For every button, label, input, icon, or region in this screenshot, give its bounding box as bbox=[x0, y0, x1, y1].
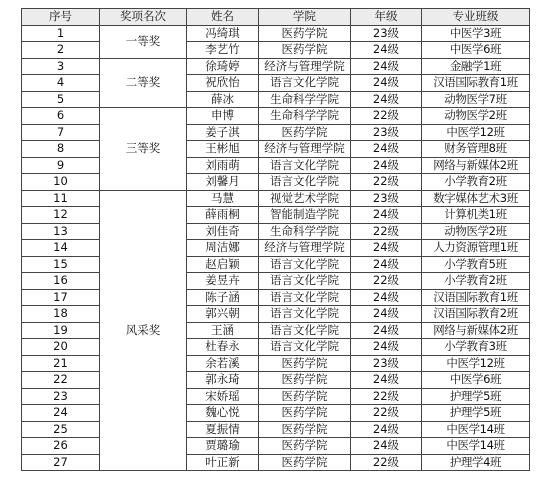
cell-class: 财务管理8班 bbox=[422, 141, 530, 158]
table-row bbox=[22, 174, 530, 191]
cell-college: 智能制造学院 bbox=[259, 207, 351, 224]
cell-index: 18 bbox=[22, 306, 100, 323]
cell-index: 24 bbox=[22, 405, 100, 422]
cell-index: 22 bbox=[22, 372, 100, 389]
table-row bbox=[22, 405, 530, 422]
cell-college: 经济与管理学院 bbox=[259, 141, 351, 158]
cell-index: 10 bbox=[22, 174, 100, 191]
cell-index: 6 bbox=[22, 108, 100, 125]
cell-college: 医药学院 bbox=[259, 388, 351, 405]
cell-grade: 24级 bbox=[351, 421, 422, 438]
cell-college: 生命科学学院 bbox=[259, 108, 351, 125]
cell-college: 语言文化学院 bbox=[259, 273, 351, 290]
cell-grade: 24级 bbox=[351, 322, 422, 339]
cell-college: 医药学院 bbox=[259, 454, 351, 471]
cell-index: 16 bbox=[22, 273, 100, 290]
table-row bbox=[22, 42, 530, 59]
cell-grade: 24级 bbox=[351, 58, 422, 75]
cell-index: 13 bbox=[22, 223, 100, 240]
cell-college: 医药学院 bbox=[259, 421, 351, 438]
cell-name: 周洁娜 bbox=[187, 240, 259, 257]
cell-grade: 23级 bbox=[351, 124, 422, 141]
cell-index: 3 bbox=[22, 58, 100, 75]
cell-class: 护理学5班 bbox=[422, 405, 530, 422]
cell-grade: 24级 bbox=[351, 339, 422, 356]
cell-class: 小学教育2班 bbox=[422, 273, 530, 290]
cell-index: 23 bbox=[22, 388, 100, 405]
cell-grade: 22级 bbox=[351, 223, 422, 240]
cell-grade: 24级 bbox=[351, 240, 422, 257]
cell-index: 4 bbox=[22, 75, 100, 92]
cell-college: 医药学院 bbox=[259, 124, 351, 141]
cell-index: 2 bbox=[22, 42, 100, 59]
cell-class: 汉语国际教育2班 bbox=[422, 306, 530, 323]
cell-name: 祝欣怡 bbox=[187, 75, 259, 92]
table-row bbox=[22, 454, 530, 471]
cell-name: 贾璐瑜 bbox=[187, 438, 259, 455]
cell-index: 17 bbox=[22, 289, 100, 306]
cell-class: 中医学6班 bbox=[422, 372, 530, 389]
cell-grade: 24级 bbox=[351, 256, 422, 273]
header-class: 专业班级 bbox=[422, 9, 530, 26]
cell-class: 中医学12班 bbox=[422, 124, 530, 141]
table-row bbox=[22, 141, 530, 158]
cell-name: 刘佳奇 bbox=[187, 223, 259, 240]
cell-class: 网络与新媒体2班 bbox=[422, 322, 530, 339]
table-row bbox=[22, 223, 530, 240]
cell-name: 叶正新 bbox=[187, 454, 259, 471]
cell-index: 27 bbox=[22, 454, 100, 471]
cell-index: 5 bbox=[22, 91, 100, 108]
cell-college: 经济与管理学院 bbox=[259, 240, 351, 257]
cell-class: 动物医学2班 bbox=[422, 223, 530, 240]
cell-name: 申博 bbox=[187, 108, 259, 125]
table-row bbox=[22, 438, 530, 455]
cell-grade: 22级 bbox=[351, 174, 422, 191]
cell-grade: 23级 bbox=[351, 25, 422, 42]
cell-name: 薛雨桐 bbox=[187, 207, 259, 224]
table-row bbox=[22, 190, 530, 207]
cell-grade: 24级 bbox=[351, 42, 422, 59]
header-index: 序号 bbox=[22, 9, 100, 26]
header-award: 奖项名次 bbox=[100, 9, 187, 26]
cell-class: 小学教育5班 bbox=[422, 256, 530, 273]
cell-index: 7 bbox=[22, 124, 100, 141]
cell-class: 汉语国际教育1班 bbox=[422, 75, 530, 92]
cell-index: 15 bbox=[22, 256, 100, 273]
cell-index: 19 bbox=[22, 322, 100, 339]
cell-index: 8 bbox=[22, 141, 100, 158]
cell-class: 计算机类1班 bbox=[422, 207, 530, 224]
award-rank-cell: 风采奖 bbox=[100, 190, 187, 471]
cell-college: 语言文化学院 bbox=[259, 289, 351, 306]
cell-class: 中医学6班 bbox=[422, 42, 530, 59]
cell-grade: 22级 bbox=[351, 108, 422, 125]
cell-college: 语言文化学院 bbox=[259, 322, 351, 339]
cell-class: 金融学1班 bbox=[422, 58, 530, 75]
cell-index: 11 bbox=[22, 190, 100, 207]
cell-class: 汉语国际教育1班 bbox=[422, 289, 530, 306]
cell-name: 魏心悦 bbox=[187, 405, 259, 422]
award-rank-cell: 一等奖 bbox=[100, 25, 187, 58]
table-row bbox=[22, 25, 530, 42]
cell-name: 余若溪 bbox=[187, 355, 259, 372]
cell-college: 生命科学学院 bbox=[259, 223, 351, 240]
table-row bbox=[22, 355, 530, 372]
cell-name: 王彬旭 bbox=[187, 141, 259, 158]
award-rank-cell: 三等奖 bbox=[100, 108, 187, 191]
cell-grade: 24级 bbox=[351, 91, 422, 108]
table-row bbox=[22, 75, 530, 92]
cell-class: 护理学4班 bbox=[422, 454, 530, 471]
cell-name: 刘馨月 bbox=[187, 174, 259, 191]
cell-name: 马慧 bbox=[187, 190, 259, 207]
cell-index: 14 bbox=[22, 240, 100, 257]
table-body bbox=[22, 25, 530, 471]
cell-college: 医药学院 bbox=[259, 405, 351, 422]
header-grade: 年级 bbox=[351, 9, 422, 26]
cell-grade: 24级 bbox=[351, 75, 422, 92]
cell-class: 中医学14班 bbox=[422, 421, 530, 438]
table-row bbox=[22, 388, 530, 405]
cell-grade: 24级 bbox=[351, 306, 422, 323]
cell-name: 刘雨萌 bbox=[187, 157, 259, 174]
table-row bbox=[22, 58, 530, 75]
table-row bbox=[22, 207, 530, 224]
table-row bbox=[22, 91, 530, 108]
cell-name: 薛冰 bbox=[187, 91, 259, 108]
cell-grade: 23级 bbox=[351, 190, 422, 207]
cell-college: 视觉艺术学院 bbox=[259, 190, 351, 207]
cell-index: 26 bbox=[22, 438, 100, 455]
cell-class: 人力资源管理1班 bbox=[422, 240, 530, 257]
table-row bbox=[22, 273, 530, 290]
cell-class: 小学教育3班 bbox=[422, 339, 530, 356]
cell-college: 医药学院 bbox=[259, 438, 351, 455]
cell-index: 9 bbox=[22, 157, 100, 174]
award-table-wrapper bbox=[21, 8, 530, 471]
cell-class: 中医学14班 bbox=[422, 438, 530, 455]
cell-grade: 24级 bbox=[351, 372, 422, 389]
cell-name: 姜子淇 bbox=[187, 124, 259, 141]
cell-grade: 22级 bbox=[351, 388, 422, 405]
cell-class: 动物医学7班 bbox=[422, 91, 530, 108]
cell-grade: 23级 bbox=[351, 355, 422, 372]
cell-class: 小学教育2班 bbox=[422, 174, 530, 191]
cell-index: 21 bbox=[22, 355, 100, 372]
award-rank-cell: 二等奖 bbox=[100, 58, 187, 108]
cell-class: 数字媒体艺术3班 bbox=[422, 190, 530, 207]
cell-grade: 24级 bbox=[351, 157, 422, 174]
table-row bbox=[22, 124, 530, 141]
table-row bbox=[22, 306, 530, 323]
table-row bbox=[22, 421, 530, 438]
table-row bbox=[22, 372, 530, 389]
cell-college: 语言文化学院 bbox=[259, 256, 351, 273]
cell-name: 郭兴朝 bbox=[187, 306, 259, 323]
cell-college: 语言文化学院 bbox=[259, 174, 351, 191]
cell-index: 25 bbox=[22, 421, 100, 438]
cell-name: 冯绮琪 bbox=[187, 25, 259, 42]
cell-grade: 22级 bbox=[351, 405, 422, 422]
cell-name: 宋娇瑶 bbox=[187, 388, 259, 405]
cell-college: 医药学院 bbox=[259, 25, 351, 42]
cell-class: 动物医学2班 bbox=[422, 108, 530, 125]
cell-college: 医药学院 bbox=[259, 372, 351, 389]
cell-class: 中医学12班 bbox=[422, 355, 530, 372]
cell-index: 20 bbox=[22, 339, 100, 356]
table-row bbox=[22, 108, 530, 125]
cell-college: 医药学院 bbox=[259, 355, 351, 372]
cell-class: 网络与新媒体2班 bbox=[422, 157, 530, 174]
cell-index: 1 bbox=[22, 25, 100, 42]
cell-grade: 22级 bbox=[351, 273, 422, 290]
cell-college: 生命科学学院 bbox=[259, 91, 351, 108]
cell-name: 赵启颖 bbox=[187, 256, 259, 273]
cell-college: 语言文化学院 bbox=[259, 157, 351, 174]
cell-grade: 24级 bbox=[351, 141, 422, 158]
table-row bbox=[22, 256, 530, 273]
cell-grade: 22级 bbox=[351, 454, 422, 471]
cell-name: 徐琦婷 bbox=[187, 58, 259, 75]
table-row bbox=[22, 240, 530, 257]
cell-college: 语言文化学院 bbox=[259, 339, 351, 356]
cell-name: 姜昱卉 bbox=[187, 273, 259, 290]
cell-name: 李艺竹 bbox=[187, 42, 259, 59]
header-name: 姓名 bbox=[187, 9, 259, 26]
header-college: 学院 bbox=[259, 9, 351, 26]
cell-grade: 24级 bbox=[351, 438, 422, 455]
cell-college: 语言文化学院 bbox=[259, 306, 351, 323]
table-row bbox=[22, 289, 530, 306]
table-row bbox=[22, 157, 530, 174]
award-table bbox=[21, 8, 530, 471]
cell-college: 语言文化学院 bbox=[259, 75, 351, 92]
cell-name: 王涵 bbox=[187, 322, 259, 339]
cell-grade: 24级 bbox=[351, 207, 422, 224]
cell-index: 12 bbox=[22, 207, 100, 224]
cell-name: 杜春永 bbox=[187, 339, 259, 356]
header-row bbox=[22, 9, 530, 26]
cell-name: 夏振情 bbox=[187, 421, 259, 438]
cell-name: 陈子涵 bbox=[187, 289, 259, 306]
cell-grade: 24级 bbox=[351, 289, 422, 306]
table-row bbox=[22, 339, 530, 356]
cell-class: 中医学3班 bbox=[422, 25, 530, 42]
cell-class: 护理学5班 bbox=[422, 388, 530, 405]
cell-college: 经济与管理学院 bbox=[259, 58, 351, 75]
cell-name: 郭永琦 bbox=[187, 372, 259, 389]
table-row bbox=[22, 322, 530, 339]
cell-college: 医药学院 bbox=[259, 42, 351, 59]
